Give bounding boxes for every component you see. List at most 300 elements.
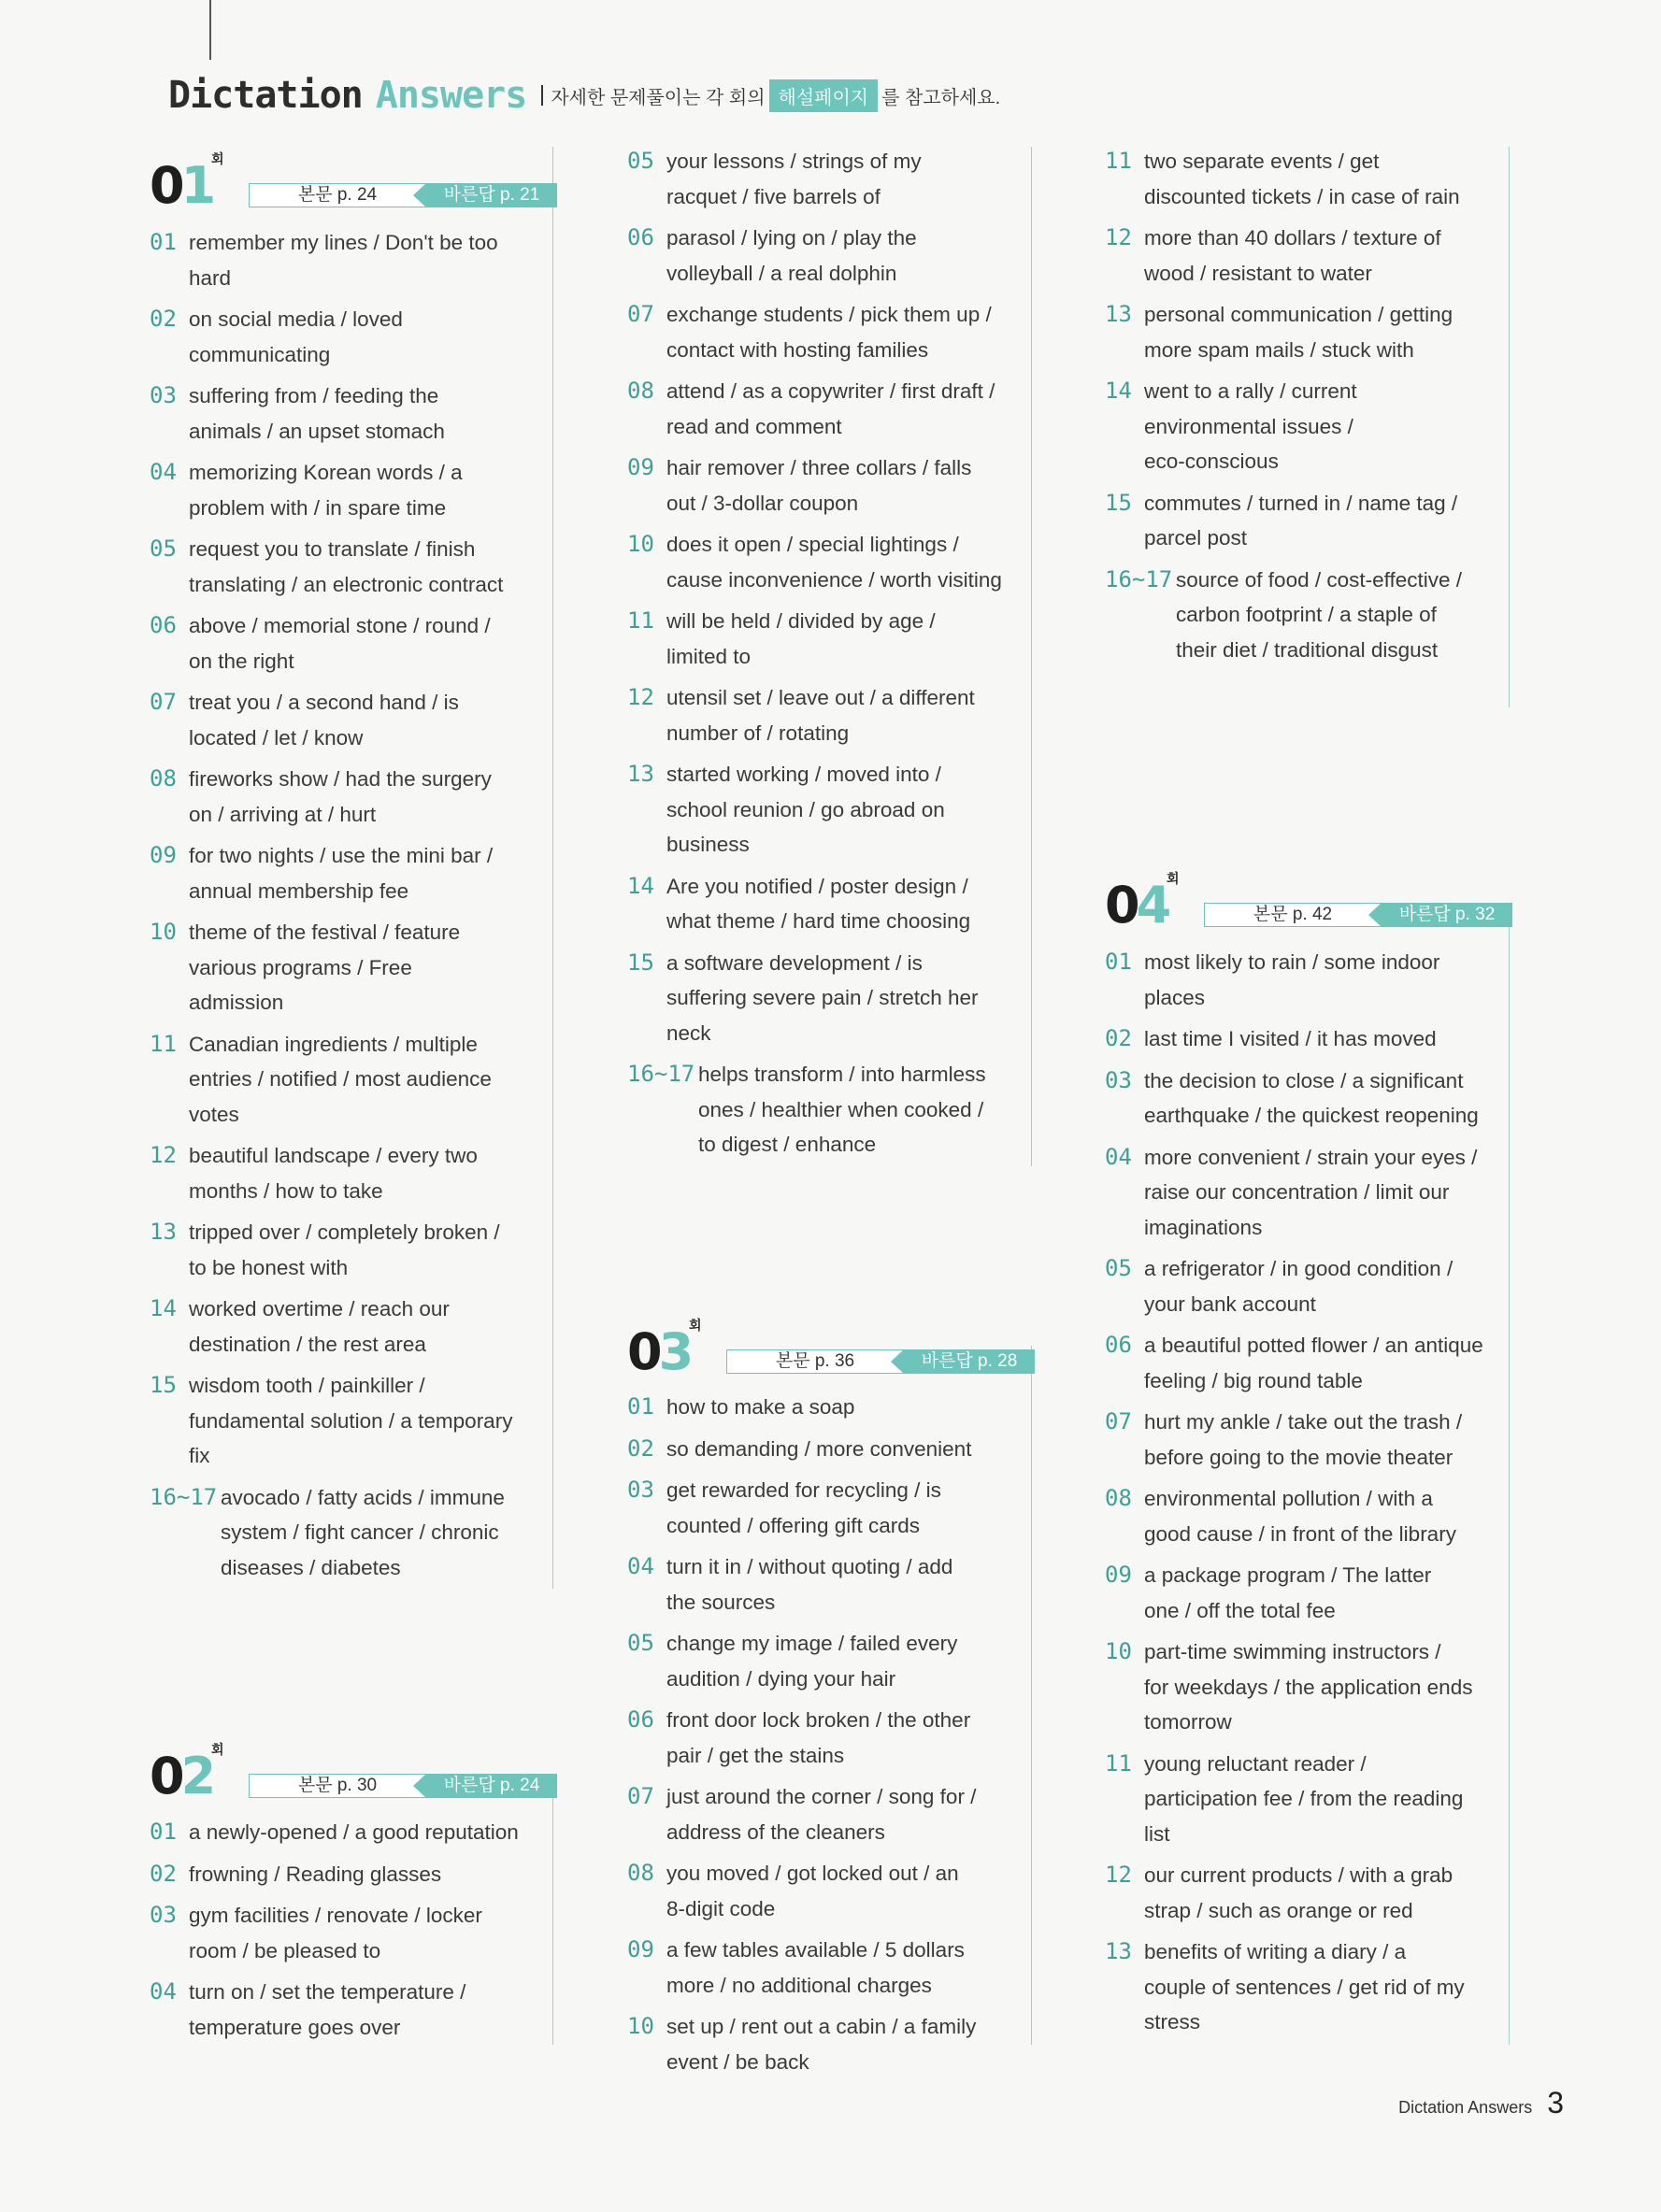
answer-item — [1105, 1328, 1516, 1398]
answer-line: wisdom tooth / painkiller / — [189, 1374, 425, 1397]
item-number: 15 — [1105, 489, 1132, 516]
item-number: 10 — [627, 531, 654, 557]
answer-line: personal communication / getting — [1144, 303, 1453, 326]
answer-text — [1144, 1481, 1456, 1551]
answer-line: two separate events / get — [1144, 150, 1380, 173]
answer-text — [1144, 297, 1453, 367]
answer-line: hurt my ankle / take out the trash / — [1144, 1410, 1463, 1434]
answer-text — [189, 1857, 441, 1892]
item-number: 03 — [627, 1477, 654, 1503]
answer-line: diseases / diabetes — [221, 1555, 401, 1579]
section-number — [627, 1322, 691, 1381]
answer-text — [1144, 945, 1439, 1015]
answer-text — [666, 1626, 957, 1696]
answer-item — [1105, 1021, 1516, 1057]
answer-text — [666, 1473, 941, 1543]
answer-line: set up / rent out a cabin / a family — [666, 2015, 977, 2038]
section-number-digit: 4 — [1136, 876, 1168, 935]
column-rule — [1031, 147, 1032, 1166]
answer-line: frowning / Reading glasses — [189, 1862, 442, 1886]
answer-item — [627, 1390, 1029, 1425]
item-number: 01 — [627, 1393, 654, 1420]
answer-text — [1144, 1858, 1453, 1928]
section-number-zero: 0 — [1105, 876, 1137, 935]
answer-text — [666, 527, 1002, 597]
section-number — [150, 156, 213, 215]
answer-text — [189, 1138, 478, 1208]
answer-line: good cause / in front of the library — [1144, 1521, 1456, 1546]
item-number: 06 — [1105, 1332, 1132, 1358]
answer-line: cause inconvenience / worth visiting — [666, 567, 1002, 592]
answer-line: before going to the movie theater — [1144, 1445, 1453, 1469]
answer-line: a refrigerator / in good condition / — [1144, 1257, 1453, 1280]
section-hoe-label: 회 — [689, 1318, 702, 1333]
answer-line: beautiful landscape / every two — [189, 1144, 478, 1167]
answer-item — [1105, 297, 1516, 367]
item-number: 02 — [1105, 1025, 1132, 1051]
answer-text — [189, 225, 498, 295]
answer-line: utensil set / leave out / a different — [666, 686, 975, 709]
item-number: 15 — [150, 1372, 177, 1398]
answer-item — [150, 915, 551, 1020]
item-number: 01 — [150, 1819, 177, 1845]
answer-text — [1144, 374, 1357, 479]
answer-item — [1105, 144, 1516, 214]
answer-text — [221, 1480, 505, 1586]
answer-item — [627, 1626, 1029, 1696]
answer-line: young reluctant reader / — [1144, 1751, 1367, 1776]
answer-item — [1105, 1405, 1516, 1475]
answer-line: source of food / cost-effective / — [1176, 567, 1462, 592]
item-number: 10 — [627, 2013, 654, 2039]
answer-line: more convenient / strain your eyes / — [1144, 1145, 1478, 1169]
page-title-accent: Answers — [375, 74, 527, 117]
answer-line: just around the corner / song for / — [666, 1785, 977, 1808]
answer-line: helps transform / into harmless — [698, 1063, 986, 1086]
answer-line: Are you notified / poster design / — [666, 874, 968, 898]
section-page-bar — [249, 1774, 557, 1798]
item-number: 08 — [627, 378, 654, 404]
answer-line: neck — [666, 1020, 711, 1045]
item-number: 09 — [1105, 1562, 1132, 1588]
answer-line: a beautiful potted flower / an antique — [1144, 1334, 1483, 1357]
answer-item — [627, 757, 1029, 863]
answer-line: on the right — [189, 649, 294, 673]
answer-text — [666, 1549, 952, 1620]
answer-text — [1144, 144, 1460, 214]
answer-item — [1105, 1934, 1516, 2040]
answer-line: event / be back — [666, 2049, 809, 2074]
answer-item — [1105, 1858, 1516, 1928]
answer-line: to be honest with — [189, 1255, 349, 1279]
answer-line: last time I visited / it has moved — [1144, 1027, 1437, 1050]
item-number: 13 — [627, 761, 654, 787]
answer-line: imaginations — [1144, 1215, 1263, 1239]
answer-item — [1105, 945, 1516, 1015]
section-header-01 — [150, 151, 561, 215]
answer-text — [1144, 1251, 1453, 1321]
item-number: 05 — [150, 535, 177, 562]
answer-item — [150, 838, 551, 908]
answer-line: translating / an electronic contract — [189, 572, 504, 596]
main-page-ref: 본문 p. 30 — [249, 1774, 426, 1798]
item-number: 02 — [150, 306, 177, 332]
item-number: 05 — [627, 148, 654, 174]
answer-line: request you to translate / finish — [189, 537, 476, 561]
answer-line: system / fight cancer / chronic — [221, 1520, 499, 1544]
item-number: 10 — [1105, 1638, 1132, 1664]
section-number-zero: 0 — [150, 1747, 181, 1805]
answer-line: for weekdays / the application ends — [1144, 1675, 1473, 1699]
answer-text — [1176, 563, 1462, 668]
answer-text — [666, 1856, 959, 1926]
answer-line: fundamental solution / a temporary — [189, 1408, 513, 1433]
answer-line: benefits of writing a diary / a — [1144, 1940, 1407, 1963]
section-number-zero: 0 — [150, 156, 181, 215]
answer-line: various programs / Free — [189, 955, 412, 979]
answer-line: change my image / failed every — [666, 1632, 958, 1655]
answer-line: will be held / divided by age / — [666, 609, 936, 633]
answer-line: destination / the rest area — [189, 1332, 426, 1356]
answer-line: more spam mails / stuck with — [1144, 337, 1414, 362]
answer-item — [1105, 486, 1516, 556]
item-number: 06 — [627, 224, 654, 250]
answer-text — [189, 1975, 465, 2045]
item-number: 08 — [1105, 1485, 1132, 1511]
answer-line: you moved / got locked out / an — [666, 1862, 959, 1885]
answer-item — [1105, 1558, 1516, 1628]
item-number: 09 — [627, 1936, 654, 1962]
answer-text — [698, 1057, 986, 1163]
answer-item — [627, 450, 1029, 521]
item-number: 16~17 — [150, 1483, 218, 1510]
answer-item — [627, 1473, 1029, 1543]
answer-line: parasol / lying on / play the — [666, 226, 917, 250]
item-number: 12 — [1105, 224, 1132, 250]
answer-item — [627, 297, 1029, 367]
answer-text — [1144, 1934, 1465, 2040]
answer-line: carbon footprint / a staple of — [1176, 603, 1437, 626]
answer-item — [627, 1432, 1029, 1467]
answer-line: strap / such as orange or red — [1144, 1898, 1413, 1922]
section-page-bar — [249, 183, 557, 207]
answer-line: parcel post — [1144, 526, 1248, 549]
section-number — [1105, 876, 1168, 935]
answer-line: stress — [1144, 2010, 1201, 2034]
answer-line: to digest / enhance — [698, 1133, 877, 1156]
answer-item — [627, 144, 1029, 214]
answer-line: fireworks show / had the surgery — [189, 767, 492, 791]
item-number: 03 — [150, 1902, 177, 1928]
answer-page-ref: 바른답 p. 32 — [1382, 903, 1512, 927]
top-rule — [209, 0, 211, 60]
answer-line: pair / get the stains — [666, 1743, 845, 1767]
item-number: 14 — [1105, 378, 1132, 404]
answer-text — [189, 1292, 450, 1362]
answer-line: turn it in / without quoting / add — [666, 1555, 953, 1578]
answer-line: the decision to close / a significant — [1144, 1068, 1464, 1092]
answer-line: suffering from / feeding the — [189, 384, 439, 407]
header-note: 자세한 문제풀이는 각 회의 — [551, 87, 766, 108]
section-number-digit: 2 — [180, 1747, 213, 1805]
answer-line: ones / healthier when cooked / — [698, 1097, 984, 1121]
answer-line: remember my lines / Don't be too — [189, 231, 498, 254]
item-number: 09 — [627, 454, 654, 480]
section-header-03 — [627, 1318, 1038, 1381]
item-number: 14 — [150, 1295, 177, 1321]
answer-line: communicating — [189, 342, 331, 366]
answer-text — [1144, 1328, 1483, 1398]
answer-line: a newly-opened / a good reputation — [189, 1820, 519, 1844]
item-number: 04 — [1105, 1143, 1132, 1170]
answer-item — [150, 1857, 551, 1892]
answer-line: part-time swimming instructors / — [1144, 1640, 1441, 1663]
answer-text — [1144, 1405, 1462, 1475]
answer-text — [189, 762, 492, 832]
answer-text — [666, 680, 975, 750]
column-rule — [552, 1776, 553, 2045]
item-number: 12 — [627, 684, 654, 710]
answer-line: months / how to take — [189, 1178, 383, 1203]
section-hoe-label: 회 — [211, 151, 224, 166]
answer-item — [150, 1292, 551, 1362]
answer-line: entries / notified / most audience — [189, 1067, 492, 1091]
item-number: 12 — [150, 1142, 177, 1168]
answer-item — [1105, 374, 1516, 479]
item-number: 03 — [150, 382, 177, 408]
answer-text — [1144, 1063, 1479, 1134]
answer-line: worked overtime / reach our — [189, 1297, 450, 1320]
answer-line: places — [1144, 985, 1206, 1009]
answer-text — [189, 1898, 482, 1968]
answer-line: raise our concentration / limit our — [1144, 1180, 1450, 1204]
item-number: 11 — [1105, 148, 1132, 174]
item-number: 04 — [627, 1553, 654, 1579]
main-page-ref: 본문 p. 36 — [726, 1349, 904, 1374]
answer-line: contact with hosting families — [666, 337, 929, 362]
answer-text — [189, 838, 493, 908]
answer-line: eco-conscious — [1144, 450, 1279, 473]
answer-item — [150, 225, 551, 295]
answer-item — [627, 527, 1029, 597]
answer-line: out / 3-dollar coupon — [666, 491, 859, 515]
answer-item — [1105, 1251, 1516, 1321]
answer-text — [666, 450, 971, 521]
section-number-digit: 3 — [658, 1322, 691, 1381]
answer-line: for two nights / use the mini bar / — [189, 844, 494, 867]
answer-line: problem with / in spare time — [189, 495, 447, 520]
answer-item — [627, 2009, 1029, 2079]
answer-item — [627, 374, 1029, 444]
column-rule — [1031, 1346, 1032, 2045]
answer-text — [666, 757, 945, 863]
footer-label: Dictation Answers — [1398, 2098, 1533, 2117]
answer-text — [189, 608, 491, 678]
column-rule — [552, 147, 553, 1589]
item-number: 08 — [627, 1860, 654, 1886]
answer-text — [189, 915, 460, 1020]
answer-line: a few tables available / 5 dollars — [666, 1938, 965, 1962]
answer-line: the sources — [666, 1590, 776, 1614]
answer-line: tripped over / completely broken / — [189, 1220, 500, 1244]
section-page-bar — [1204, 903, 1512, 927]
item-number: 04 — [150, 1978, 177, 2005]
answer-item — [150, 1027, 551, 1133]
answer-item — [627, 221, 1029, 291]
answer-text — [666, 1432, 971, 1467]
answer-text — [666, 144, 922, 214]
main-page-ref: 본문 p. 42 — [1204, 903, 1382, 927]
answer-line: exchange students / pick them up / — [666, 303, 992, 326]
answer-item — [627, 1856, 1029, 1926]
answer-line: environmental pollution / with a — [1144, 1487, 1433, 1510]
answer-text — [189, 455, 463, 525]
answer-page-ref: 바른답 p. 21 — [426, 183, 557, 207]
answer-item — [150, 1138, 551, 1208]
item-number: 09 — [150, 842, 177, 868]
answer-item — [627, 604, 1029, 674]
answer-line: on / arriving at / hurt — [189, 802, 377, 826]
answer-item — [1105, 1747, 1516, 1852]
answer-item — [1105, 1063, 1516, 1134]
answer-line: feeling / big round table — [1144, 1368, 1363, 1392]
answer-line: one / off the total fee — [1144, 1598, 1336, 1622]
answer-item — [627, 1779, 1029, 1849]
item-number: 05 — [627, 1630, 654, 1656]
answer-line: how to make a soap — [666, 1395, 855, 1419]
answer-line: wood / resistant to water — [1144, 261, 1372, 285]
item-number: 13 — [1105, 301, 1132, 327]
answer-line: hair remover / three collars / falls — [666, 456, 972, 479]
item-number: 04 — [150, 459, 177, 485]
answer-line: located / let / know — [189, 725, 364, 749]
answer-line: environmental issues / — [1144, 414, 1353, 438]
answer-text — [1144, 221, 1441, 291]
answer-item — [1105, 1481, 1516, 1551]
answer-line: Canadian ingredients / multiple — [189, 1032, 478, 1056]
answer-line: your lessons / strings of my — [666, 150, 922, 173]
answer-line: fix — [189, 1444, 210, 1467]
answer-line: went to a rally / current — [1144, 379, 1357, 403]
answer-line: most likely to rain / some indoor — [1144, 950, 1440, 974]
item-number: 02 — [150, 1860, 177, 1887]
answer-line: racquet / five barrels of — [666, 184, 881, 208]
section-header-04 — [1105, 871, 1516, 935]
answer-item — [150, 302, 551, 372]
answer-page-ref: 바른답 p. 28 — [904, 1349, 1035, 1374]
answer-text — [666, 221, 917, 291]
answer-text — [189, 1368, 512, 1474]
answer-item — [627, 1703, 1029, 1773]
header-divider — [541, 85, 543, 106]
answer-item — [150, 455, 551, 525]
header-note-highlight: 해설페이지 — [769, 79, 879, 112]
answer-line: so demanding / more convenient — [666, 1436, 972, 1461]
page-footer — [1398, 2086, 1564, 2120]
item-number: 16~17 — [627, 1061, 695, 1087]
answer-line: school reunion / go abroad on — [666, 797, 945, 821]
answer-text — [1144, 1558, 1431, 1628]
answer-text — [666, 946, 979, 1051]
answer-item — [627, 1933, 1029, 2003]
answer-line: avocado / fatty acids / immune — [221, 1485, 505, 1509]
answer-line: address of the cleaners — [666, 1820, 885, 1844]
answer-text — [189, 532, 503, 602]
answer-text — [666, 1779, 976, 1849]
answer-text — [189, 302, 403, 372]
answer-line: animals / an upset stomach — [189, 419, 445, 443]
answer-item — [150, 1898, 551, 1968]
answer-text — [189, 685, 459, 755]
item-number: 01 — [1105, 949, 1132, 975]
answer-item — [150, 378, 551, 449]
section-page-bar — [726, 1349, 1035, 1374]
answer-text — [1144, 486, 1457, 556]
item-number: 13 — [150, 1219, 177, 1245]
answer-item — [150, 1815, 551, 1850]
answer-line: turn on / set the temperature / — [189, 1980, 466, 2004]
item-number: 15 — [627, 949, 654, 976]
answer-line: theme of the festival / feature — [189, 920, 461, 944]
section-number-digit: 1 — [180, 156, 213, 215]
answer-line: votes — [189, 1102, 239, 1126]
item-number: 02 — [627, 1434, 654, 1462]
page-title: Dictation — [168, 74, 363, 117]
answer-text — [666, 297, 992, 367]
answer-text — [666, 869, 970, 939]
answer-item — [1105, 221, 1516, 291]
item-number: 13 — [1105, 1938, 1132, 1964]
item-number: 12 — [1105, 1862, 1132, 1888]
answer-line: room / be pleased to — [189, 1938, 381, 1962]
item-number: 10 — [150, 919, 177, 945]
section-hoe-label: 회 — [1167, 871, 1180, 886]
item-number: 07 — [627, 1783, 654, 1809]
item-number: 07 — [150, 689, 177, 715]
answer-text — [1144, 1747, 1463, 1852]
answer-line: front door lock broken / the other — [666, 1708, 971, 1732]
answer-line: treat you / a second hand / is — [189, 691, 459, 714]
answer-text — [666, 1390, 854, 1425]
answer-line: more than 40 dollars / texture of — [1144, 226, 1441, 250]
item-number: 06 — [627, 1706, 654, 1733]
answer-line: discounted tickets / in case of rain — [1144, 184, 1460, 208]
answer-text — [189, 378, 445, 449]
item-number: 05 — [1105, 1255, 1132, 1281]
answer-line: what theme / hard time choosing — [666, 909, 971, 933]
answer-text — [1144, 1140, 1477, 1246]
answer-line: counted / offering gift cards — [666, 1513, 920, 1537]
section-header-02 — [150, 1742, 561, 1805]
answer-line: our current products / with a grab — [1144, 1863, 1453, 1887]
section-hoe-label: 회 — [211, 1742, 224, 1757]
answer-line: on social media / loved — [189, 307, 403, 331]
answer-line: commutes / turned in / name tag / — [1144, 491, 1458, 515]
item-number: 07 — [627, 301, 654, 327]
answer-line: limited to — [666, 644, 752, 668]
answer-line: read and comment — [666, 414, 842, 438]
answer-line: started working / moved into / — [666, 763, 941, 786]
answer-item — [1105, 1140, 1516, 1246]
answer-line: suffering severe pain / stretch her — [666, 986, 979, 1009]
answer-item — [627, 1549, 1029, 1620]
item-number: 06 — [150, 612, 177, 638]
item-number: 01 — [150, 229, 177, 255]
answer-item — [150, 608, 551, 678]
answer-text — [1144, 1021, 1437, 1057]
answer-line: participation fee / from the reading — [1144, 1787, 1464, 1810]
item-number: 03 — [1105, 1066, 1132, 1093]
